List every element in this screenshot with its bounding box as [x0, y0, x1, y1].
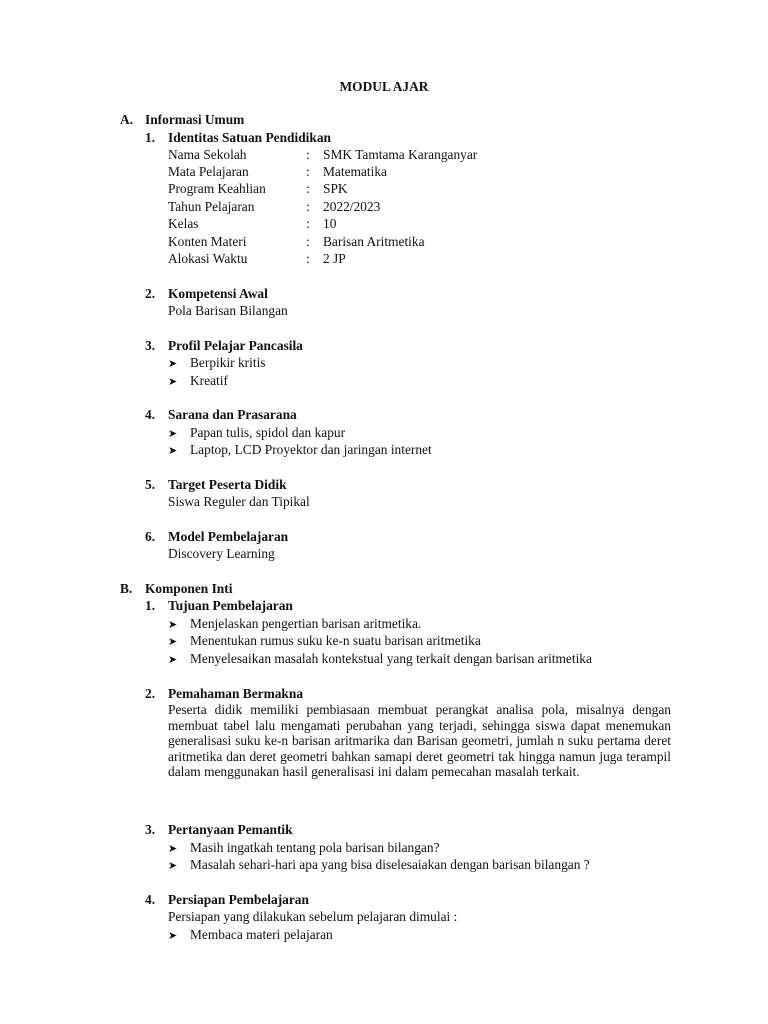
- identitas-label: Mata Pelajaran: [168, 164, 249, 179]
- target-number: 5.: [145, 477, 156, 492]
- identitas-separator: :: [306, 234, 310, 249]
- tujuan-heading: Tujuan Pembelajaran: [168, 598, 293, 613]
- pemahaman-number: 2.: [145, 686, 156, 701]
- document-title: MODUL AJAR: [339, 79, 429, 94]
- identitas-value: 2 JP: [323, 251, 346, 266]
- arrowhead-bullet-icon: ➤: [168, 619, 178, 631]
- arrowhead-bullet-icon: ➤: [168, 376, 178, 388]
- identitas-label: Alokasi Waktu: [168, 251, 248, 266]
- identitas-value: 10: [323, 216, 337, 231]
- pertanyaan-list-item: ➤ Masalah sehari-hari apa yang bisa diselesaiakan dengan barisan bilangan ?: [168, 856, 590, 875]
- pertanyaan-list-item: ➤ Masih ingatkah tentang pola barisan bilangan?: [168, 839, 440, 858]
- profil-number: 3.: [145, 338, 156, 353]
- target-heading: Target Peserta Didik: [168, 477, 287, 492]
- identitas-value: Barisan Aritmetika: [323, 234, 425, 249]
- persiapan-heading: Persiapan Pembelajaran: [168, 892, 309, 907]
- identitas-value: SMK Tamtama Karanganyar: [323, 147, 478, 162]
- identitas-label: Kelas: [168, 216, 199, 231]
- identitas-separator: :: [306, 216, 310, 231]
- sarana-list-item: ➤ Laptop, LCD Proyektor dan jaringan internet: [168, 441, 432, 460]
- identitas-separator: :: [306, 164, 310, 179]
- sarana-list-item: ➤ Papan tulis, spidol dan kapur: [168, 424, 345, 443]
- arrowhead-bullet-icon: ➤: [168, 654, 178, 666]
- identitas-value: 2022/2023: [323, 199, 381, 214]
- section-a-heading: Informasi Umum: [145, 112, 245, 127]
- model-number: 6.: [145, 529, 156, 544]
- pemahaman-paragraph: Peserta didik memiliki pembiasaan membuat perangkat analisa pola, misalnya dengan membuat tabel lalu mengamati perubahan yang terjadi, sehingga siswa dapat menemukan generalisasi suku ke-n barisan aritmarika dan Barisan geometri, jumlah n suku pertama deret aritmetika dan deret geometri bahkan samapi deret geometri tak hingga namun juga terampil dalam menggunakan hasil generalisasi ini dalam pemecahan masalah terkait.: [168, 702, 671, 780]
- arrowhead-bullet-icon: ➤: [168, 860, 178, 872]
- identitas-heading: Identitas Satuan Pendidikan: [168, 130, 331, 145]
- tujuan-list-item: ➤ Menyelesaikan masalah kontekstual yang terkait dengan barisan aritmetika: [168, 650, 592, 669]
- identitas-separator: :: [306, 147, 310, 162]
- identitas-separator: :: [306, 181, 310, 196]
- arrowhead-bullet-icon: ➤: [168, 636, 178, 648]
- profil-heading: Profil Pelajar Pancasila: [168, 338, 303, 353]
- pertanyaan-heading: Pertanyaan Pemantik: [168, 822, 293, 837]
- identitas-value: SPK: [323, 181, 348, 196]
- tujuan-list-item: ➤ Menjelaskan pengertian barisan aritmetika.: [168, 615, 421, 634]
- profil-list-item: ➤ Berpikir kritis: [168, 354, 266, 373]
- sarana-heading: Sarana dan Prasarana: [168, 407, 297, 422]
- persiapan-text: Persiapan yang dilakukan sebelum pelajaran dimulai :: [168, 909, 458, 924]
- arrowhead-bullet-icon: ➤: [168, 358, 178, 370]
- arrowhead-bullet-icon: ➤: [168, 445, 178, 457]
- arrowhead-bullet-icon: ➤: [168, 843, 178, 855]
- identitas-label: Nama Sekolah: [168, 147, 247, 162]
- pemahaman-heading: Pemahaman Bermakna: [168, 686, 304, 701]
- persiapan-number: 4.: [145, 892, 156, 907]
- identitas-separator: :: [306, 199, 310, 214]
- pertanyaan-number: 3.: [145, 822, 156, 837]
- model-heading: Model Pembelajaran: [168, 529, 289, 544]
- identitas-value: Matematika: [323, 164, 387, 179]
- section-b-letter: B.: [120, 581, 133, 596]
- kompetensi-number: 2.: [145, 286, 156, 301]
- target-text: Siswa Reguler dan Tipikal: [168, 494, 310, 509]
- identitas-separator: :: [306, 251, 310, 266]
- identitas-number: 1.: [145, 130, 156, 145]
- persiapan-list-item: ➤ Membaca materi pelajaran: [168, 926, 333, 945]
- identitas-label: Tahun Pelajaran: [168, 199, 255, 214]
- identitas-label: Konten Materi: [168, 234, 247, 249]
- tujuan-list-item: ➤ Menentukan rumus suku ke-n suatu barisan aritmetika: [168, 632, 481, 651]
- profil-list-item: ➤ Kreatif: [168, 372, 228, 391]
- identitas-label: Program Keahlian: [168, 181, 266, 196]
- kompetensi-heading: Kompetensi Awal: [168, 286, 268, 301]
- kompetensi-text: Pola Barisan Bilangan: [168, 303, 288, 318]
- model-text: Discovery Learning: [168, 546, 275, 561]
- arrowhead-bullet-icon: ➤: [168, 930, 178, 942]
- sarana-number: 4.: [145, 407, 156, 422]
- section-a-letter: A.: [120, 112, 134, 127]
- arrowhead-bullet-icon: ➤: [168, 428, 178, 440]
- section-b-heading: Komponen Inti: [145, 581, 233, 596]
- tujuan-number: 1.: [145, 598, 156, 613]
